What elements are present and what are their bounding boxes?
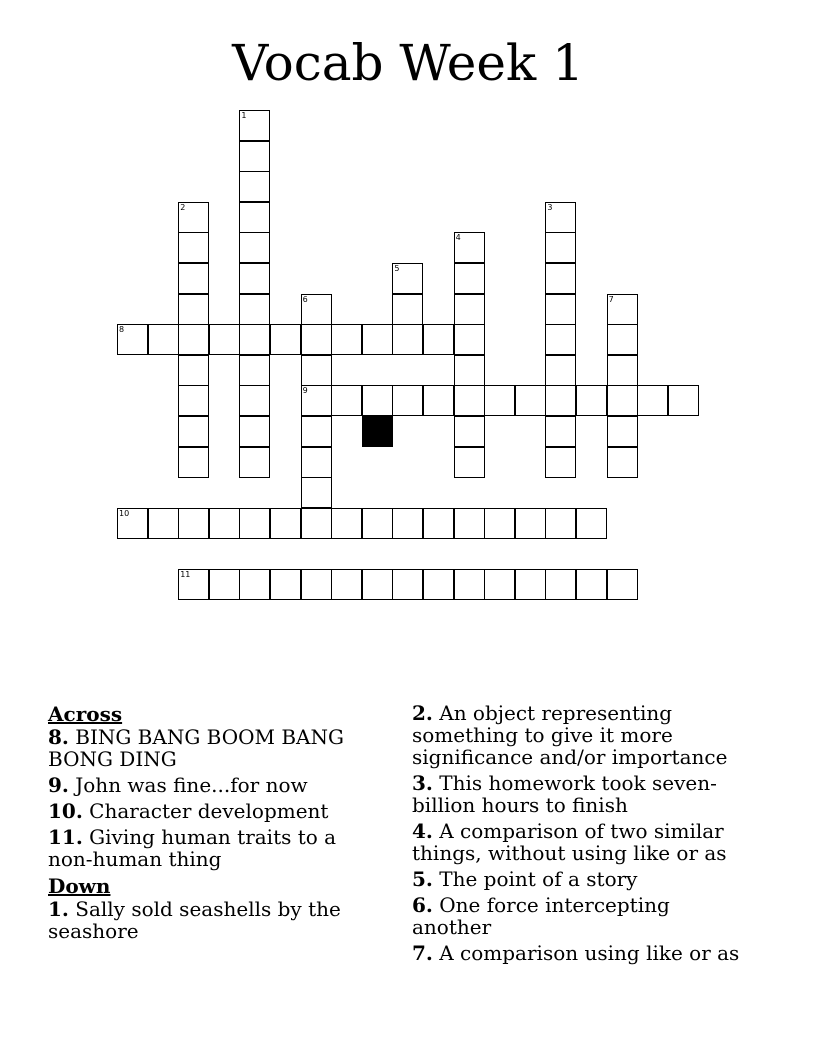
cell-number: 3 (547, 202, 553, 212)
clue-down-7 (412, 942, 752, 964)
grid-cell[interactable] (454, 569, 485, 600)
black-square (362, 416, 393, 447)
grid-cell[interactable] (423, 569, 454, 600)
clue-down-5 (412, 868, 752, 890)
cell-number: 6 (302, 294, 308, 304)
grid-cell[interactable] (392, 569, 423, 600)
grid-cell[interactable] (454, 294, 485, 325)
cell-number: 9 (302, 386, 308, 396)
grid-cell[interactable] (545, 263, 576, 294)
grid-cell[interactable] (484, 385, 515, 416)
grid-cell[interactable] (576, 508, 607, 539)
cell-number: 7 (608, 294, 614, 304)
clue-number: 2. (412, 701, 433, 725)
grid-cell[interactable] (331, 569, 362, 600)
cell-number: 4 (455, 233, 461, 243)
grid-cell[interactable] (239, 232, 270, 263)
clue-text: Character development (89, 799, 329, 823)
grid-cell[interactable] (178, 447, 209, 478)
clue-text: This homework took seven-billion hours to finish (412, 771, 717, 817)
grid-cell[interactable] (484, 508, 515, 539)
grid-cell[interactable] (178, 355, 209, 386)
grid-cell[interactable] (454, 508, 485, 539)
grid-cell[interactable] (545, 447, 576, 478)
clue-number: 8. (48, 725, 69, 749)
grid-cell[interactable] (239, 141, 270, 172)
grid-cell[interactable] (239, 447, 270, 478)
clue-number: 11. (48, 825, 83, 849)
grid-cell[interactable] (178, 202, 209, 233)
grid-cell[interactable] (362, 385, 393, 416)
grid-cell[interactable] (117, 508, 148, 539)
clue-number: 4. (412, 819, 433, 843)
clue-across-11 (48, 826, 368, 870)
clue-across-9 (48, 774, 368, 796)
grid-cell[interactable] (301, 294, 332, 325)
clue-text: A comparison of two similar things, without using like or as (412, 819, 727, 865)
grid-cell[interactable] (545, 508, 576, 539)
grid-cell[interactable] (545, 569, 576, 600)
clue-text: An object representing something to give it more significance and/or importance (412, 701, 728, 769)
cell-number: 8 (119, 325, 125, 335)
down-heading: Down (48, 874, 111, 898)
grid-cell[interactable] (454, 385, 485, 416)
grid-cell[interactable] (239, 385, 270, 416)
grid-cell[interactable] (576, 569, 607, 600)
clue-number: 3. (412, 771, 433, 795)
grid-cell[interactable] (301, 324, 332, 355)
cell-number: 10 (119, 508, 130, 518)
grid-cell[interactable] (270, 569, 301, 600)
grid-cell[interactable] (239, 508, 270, 539)
clue-text: John was fine...for now (75, 773, 308, 797)
grid-cell[interactable] (331, 324, 362, 355)
grid-cell[interactable] (178, 294, 209, 325)
clue-number: 9. (48, 773, 69, 797)
grid-cell[interactable] (392, 263, 423, 294)
cell-number: 1 (241, 111, 247, 120)
grid-cell[interactable] (301, 385, 332, 416)
grid-cell[interactable] (270, 508, 301, 539)
grid-cell[interactable] (545, 202, 576, 233)
cell-number: 2 (180, 202, 186, 212)
grid-cell[interactable] (515, 385, 546, 416)
grid-cell[interactable] (239, 355, 270, 386)
clue-text: BING BANG BOOM BANG BONG DING (48, 725, 344, 771)
grid-cell[interactable] (301, 355, 332, 386)
grid-cell[interactable] (209, 569, 240, 600)
grid-cell[interactable] (545, 385, 576, 416)
across-heading: Across (48, 702, 123, 726)
grid-cell[interactable] (607, 294, 638, 325)
grid-cell[interactable] (239, 110, 270, 141)
grid-cell[interactable] (423, 508, 454, 539)
grid-cell[interactable] (239, 416, 270, 447)
grid-cell[interactable] (117, 324, 148, 355)
grid-cell[interactable] (209, 508, 240, 539)
clue-text: Sally sold seashells by the seashore (48, 897, 341, 943)
clue-across-8 (48, 726, 368, 770)
grid-cell[interactable] (239, 324, 270, 355)
grid-cell[interactable] (545, 232, 576, 263)
grid-cell[interactable] (239, 202, 270, 233)
grid-cell[interactable] (515, 569, 546, 600)
clue-number: 6. (412, 893, 433, 917)
clue-down-2 (412, 702, 752, 768)
grid-cell[interactable] (239, 569, 270, 600)
clue-number: 5. (412, 867, 433, 891)
grid-cell[interactable] (423, 385, 454, 416)
puzzle-title: Vocab Week 1 (232, 34, 584, 92)
grid-cell[interactable] (301, 477, 332, 508)
grid-cell[interactable] (607, 447, 638, 478)
grid-cell[interactable] (607, 416, 638, 447)
clue-down-4 (412, 820, 752, 864)
clue-down-3 (412, 772, 752, 816)
grid-cell[interactable] (454, 447, 485, 478)
grid-cell[interactable] (607, 569, 638, 600)
grid-cell[interactable] (637, 385, 668, 416)
cell-number: 5 (394, 264, 400, 273)
cell-number: 11 (180, 570, 191, 579)
grid-cell[interactable] (545, 416, 576, 447)
grid-cell[interactable] (454, 416, 485, 447)
grid-cell[interactable] (362, 324, 393, 355)
grid-cell[interactable] (178, 385, 209, 416)
grid-cell[interactable] (423, 324, 454, 355)
grid-cell[interactable] (392, 385, 423, 416)
grid-cell[interactable] (301, 569, 332, 600)
grid-cell[interactable] (515, 508, 546, 539)
clue-column-right (412, 702, 752, 968)
grid-cell[interactable] (178, 232, 209, 263)
grid-cell[interactable] (607, 355, 638, 386)
grid-cell[interactable] (454, 232, 485, 263)
grid-cell[interactable] (148, 508, 179, 539)
grid-cell[interactable] (301, 508, 332, 539)
clue-down-6 (412, 894, 752, 938)
grid-cell[interactable] (668, 385, 699, 416)
grid-cell[interactable] (454, 324, 485, 355)
grid-cell[interactable] (484, 569, 515, 600)
grid-cell[interactable] (148, 324, 179, 355)
clue-across-10 (48, 800, 368, 822)
clue-down-1 (48, 898, 368, 942)
clue-text: Giving human traits to a non-human thing (48, 825, 337, 871)
grid-cell[interactable] (607, 324, 638, 355)
clue-number: 1. (48, 897, 69, 921)
grid-cell[interactable] (209, 324, 240, 355)
clue-text: One force intercepting another (412, 893, 670, 939)
clue-text: The point of a story (439, 867, 638, 891)
grid-cell[interactable] (178, 569, 209, 600)
clue-column-left (48, 702, 368, 946)
grid-cell[interactable] (362, 508, 393, 539)
grid-cell[interactable] (545, 324, 576, 355)
clue-number: 10. (48, 799, 83, 823)
grid-cell[interactable] (362, 569, 393, 600)
grid-cell[interactable] (576, 385, 607, 416)
grid-cell[interactable] (331, 508, 362, 539)
grid-cell[interactable] (239, 294, 270, 325)
grid-cell[interactable] (301, 447, 332, 478)
grid-cell[interactable] (239, 263, 270, 294)
grid-cell[interactable] (331, 385, 362, 416)
grid-cell[interactable] (239, 171, 270, 202)
grid-cell[interactable] (301, 416, 332, 447)
grid-cell[interactable] (392, 324, 423, 355)
grid-cell[interactable] (545, 355, 576, 386)
grid-cell[interactable] (392, 294, 423, 325)
grid-cell[interactable] (454, 263, 485, 294)
grid-cell[interactable] (178, 263, 209, 294)
grid-cell[interactable] (454, 355, 485, 386)
grid-cell[interactable] (178, 508, 209, 539)
grid-cell[interactable] (178, 416, 209, 447)
grid-cell[interactable] (392, 508, 423, 539)
grid-cell[interactable] (270, 324, 301, 355)
grid-cell[interactable] (545, 294, 576, 325)
grid-cell[interactable] (178, 324, 209, 355)
clue-text: A comparison using like or as (439, 941, 740, 965)
clue-number: 7. (412, 941, 433, 965)
grid-cell[interactable] (607, 385, 638, 416)
